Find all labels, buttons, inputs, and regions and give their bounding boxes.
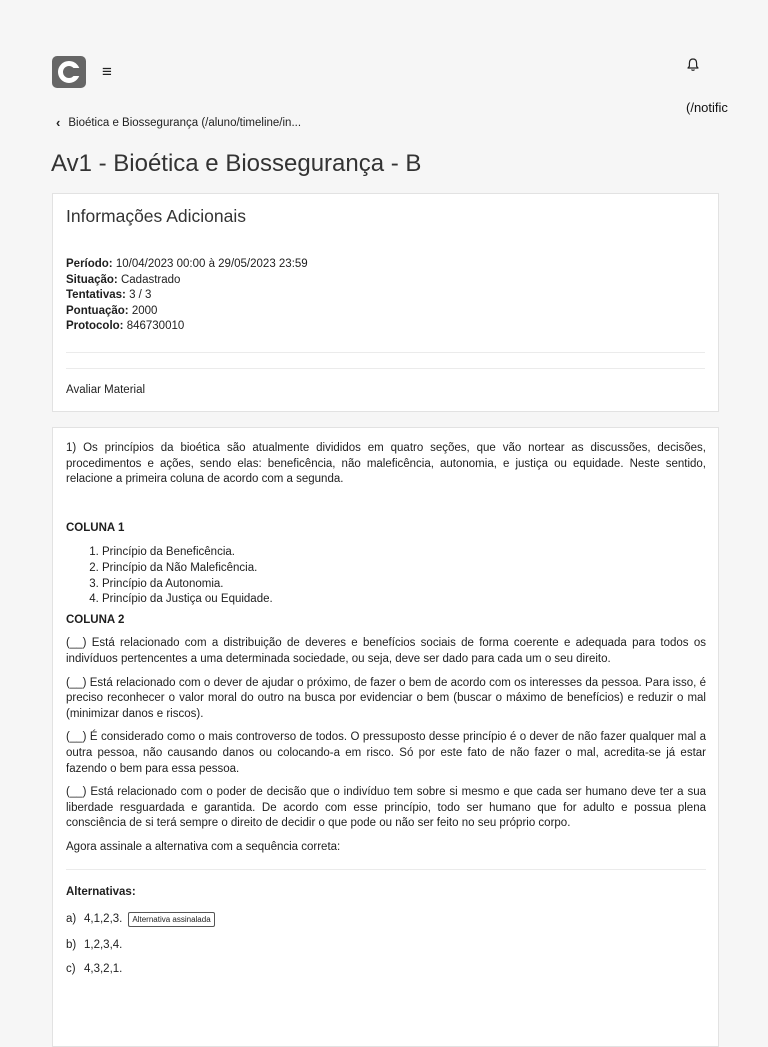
column-1-title: COLUNA 1	[66, 521, 125, 534]
notifications-link[interactable]: (/notific	[686, 100, 728, 115]
column-2-item: (__) Está relacionado com o poder de decisão que o indivíduo tem sobre si mesmo e que cada ser humano deve ter a sua liberdade resguardada e garantida. De acordo com esse princípio, todo ser humano que for adulto e possua plena consciência de si terá sempre o direito de decidir o que pode ou não ser feito no seu próprio corpo.	[66, 786, 706, 830]
info-list	[66, 257, 308, 335]
alternative-text: 1,2,3,4.	[84, 938, 123, 951]
list-item: 2. Princípio da Não Maleficência.	[102, 561, 706, 577]
list-item: 1. Princípio da Beneficência.	[102, 545, 706, 561]
list-item: 3. Princípio da Autonomia.	[102, 577, 706, 593]
divider	[66, 869, 706, 870]
alternative-letter: a)	[66, 913, 77, 926]
info-row-pontuacao: Pontuação: 2000	[66, 304, 158, 317]
hamburger-menu-icon[interactable]: ≡	[102, 62, 112, 81]
alternative-letter: b)	[66, 938, 77, 951]
breadcrumb[interactable]	[56, 115, 301, 130]
column-1-list	[66, 545, 706, 607]
info-row-tentativas: Tentativas: 3 / 3	[66, 289, 152, 302]
breadcrumb-link[interactable]: Bioética e Biossegurança (/aluno/timeline/in...	[68, 116, 302, 129]
column-2-item: (__) Está relacionado com o dever de ajudar o próximo, de fazer o bem de acordo com os interesses da pessoa. Para isso, é preciso reconhecer o valor moral do outro na busca por evidenciar o bem (buscar o máximo de benefícios) e reduzir o mal (minimizar danos e riscos).	[66, 676, 706, 720]
alternative-letter: c)	[66, 963, 76, 976]
logo-icon[interactable]	[52, 56, 86, 88]
alternative-text: 4,3,2,1.	[84, 963, 123, 976]
alternative-b[interactable]	[66, 938, 706, 954]
info-row-situacao: Situação: Cadastrado	[66, 273, 181, 286]
question-text: 1) Os princípios da bioética são atualmente divididos em quatro seções, que vão nortear as discussões, decisões, procedimentos e ações, sendo elas: beneficência, não maleficência, autonomia, e justiça ou equidade. Neste sentido, relacione a primeira coluna de acordo com a segunda.	[66, 442, 706, 486]
divider	[66, 368, 705, 369]
alternative-text: 4,1,2,3.	[84, 913, 123, 926]
top-bar	[0, 0, 768, 115]
column-2-title: COLUNA 2	[66, 613, 125, 626]
bell-icon[interactable]	[685, 57, 701, 73]
alternatives-title: Alternativas:	[66, 886, 136, 899]
column-2-item: (__) É considerado como o mais controverso de todos. O pressuposto desse princípio é o dever de não fazer qualquer mal a outra pessoa, não causando danos ou colocando-a em risco. Só por este fato de não fazer o mal, acredita-se já estar fazendo o bem para essa pessoa.	[66, 731, 706, 775]
chevron-left-icon: ‹	[56, 115, 61, 130]
page-title: Av1 - Bioética e Biossegurança - B	[51, 150, 422, 177]
selected-badge: Alternativa assinalada	[128, 912, 214, 927]
alternative-a[interactable]	[66, 912, 706, 928]
divider	[66, 352, 705, 353]
info-title: Informações Adicionais	[66, 206, 246, 226]
question-card	[52, 427, 719, 1047]
info-card	[52, 193, 719, 412]
alternative-c[interactable]	[66, 962, 706, 978]
info-row-periodo: Período: 10/04/2023 00:00 à 29/05/2023 23:59	[66, 258, 308, 270]
info-row-protocolo: Protocolo: 846730010	[66, 320, 185, 333]
list-item: 4. Princípio da Justiça ou Equidade.	[102, 592, 706, 608]
column-2-item: (__) Está relacionado com a distribuição de deveres e benefícios sociais de forma coerente e adequada para todos os indivíduos pertencentes a uma determinada sociedade, ou seja, deve ser dado para cada um o seu direito.	[66, 637, 706, 665]
question-prompt: Agora assinale a alternativa com a sequência correta:	[66, 840, 341, 853]
avaliar-material-link[interactable]: Avaliar Material	[66, 384, 146, 396]
